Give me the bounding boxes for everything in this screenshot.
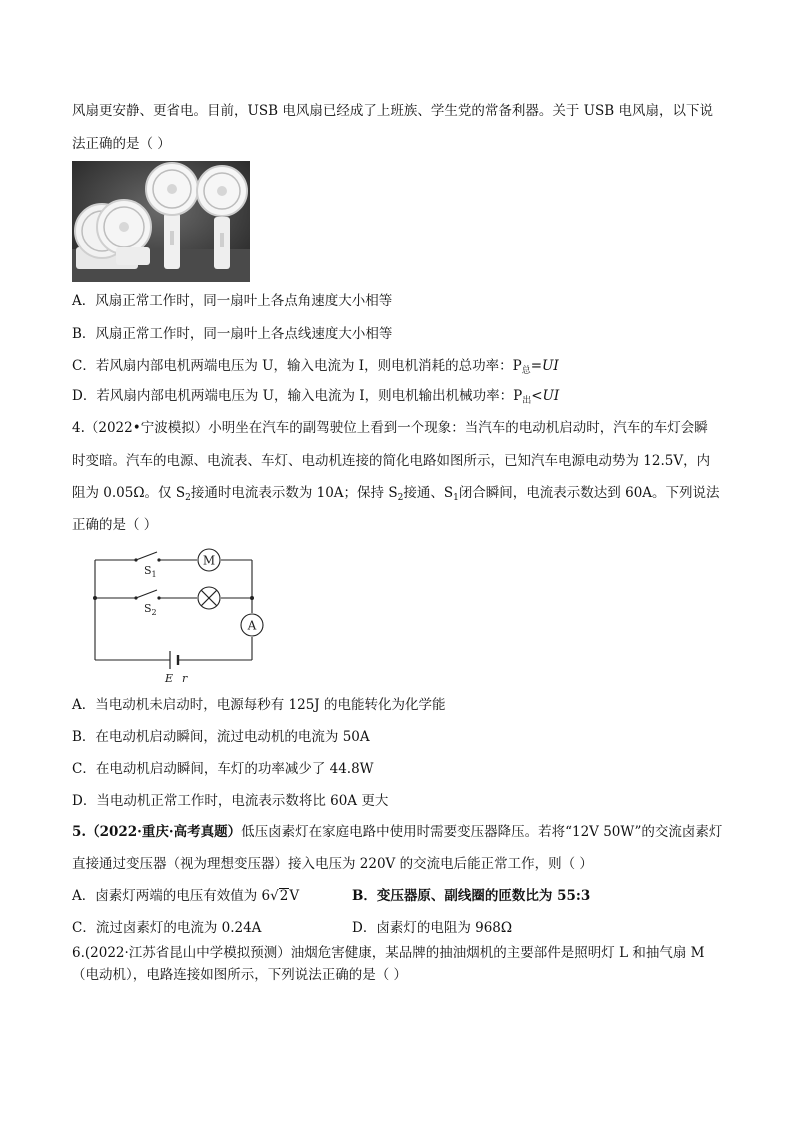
q4-line-3 xyxy=(72,484,720,502)
motor-label: M xyxy=(202,553,216,568)
option-c-text: C．若风扇内部电机两端电压为 U，输入电流为 I，则电机消耗的总功率：P xyxy=(72,358,522,374)
internal-resistance-label: r xyxy=(182,672,188,685)
circuit-diagram xyxy=(82,540,272,685)
q4-line-3-part-b: 接通时电流表示数为 10A；保持 S xyxy=(190,485,398,501)
ammeter-symbol xyxy=(241,614,263,636)
q5-option-c: C．流过卤素灯的电流为 0.24A xyxy=(72,920,262,936)
emf-label: E xyxy=(165,672,174,685)
junction-dot xyxy=(250,596,254,600)
q4-line-1: 4.（2022•宁波模拟）小明坐在汽车的副驾驶位上看到一个现象：当汽车的电动机启动时，汽车的车灯会瞬 xyxy=(72,420,708,436)
lamp-symbol xyxy=(198,587,220,609)
switch-s1-label: $S_1$ xyxy=(144,564,157,579)
q5-option-d: D．卤素灯的电阻为 968Ω xyxy=(352,920,513,936)
option-d-formula: <UI xyxy=(531,388,560,404)
option-c-formula: =UI xyxy=(530,358,559,374)
junction-dot xyxy=(93,596,97,600)
q5-option-a: A．卤素灯两端的电压有效值为 6√2V xyxy=(72,888,300,904)
option-d xyxy=(72,387,559,405)
switch-s2-label: $S_2$ xyxy=(144,602,157,617)
s1-subscript: 1 xyxy=(453,493,459,503)
q5-line-1 xyxy=(72,823,722,841)
option-a: A．风扇正常工作时，同一扇叶上各点角速度大小相等 xyxy=(72,293,393,309)
q4-line-3-part-c: 接通、S xyxy=(403,485,454,501)
q4-option-b: B．在电动机启动瞬间，流过电动机的电流为 50A xyxy=(72,729,370,745)
s2-subscript: 2 xyxy=(397,493,404,503)
motor-symbol xyxy=(198,549,220,571)
option-d-text: D．若风扇内部电机两端电压为 U，输入电流为 I，则电机输出机械功率：P xyxy=(72,388,523,404)
q5-line-1-text: 低压卤素灯在家庭电路中使用时需要变压器降压。若将“12V 50W”的交流卤素灯 xyxy=(241,824,723,840)
sqrt-radicand: 2 xyxy=(279,888,289,904)
option-b: B．风扇正常工作时，同一扇叶上各点线速度大小相等 xyxy=(72,326,393,342)
q4-line-3-part-d: 闭合瞬间，电流表示数达到 60A。下列说法 xyxy=(458,485,720,501)
question-intro-line-1: 风扇更安静、更省电。目前，USB 电风扇已经成了上班族、学生党的常备利器。关于 USB 电风扇，以下说 xyxy=(72,103,713,119)
q4-line-3-part-a: 阻为 0.05Ω。仅 S xyxy=(72,485,186,501)
q6-line-1: 6.(2022·江苏省昆山中学模拟预测）油烟危害健康，某品牌的抽油烟机的主要部件是照明灯 L 和抽气扇 M xyxy=(72,945,705,961)
battery-symbol xyxy=(170,651,178,669)
q5-option-a-text: A．卤素灯两端的电压有效值为 6 xyxy=(72,888,271,904)
q4-line-4: 正确的是（ ） xyxy=(72,517,158,533)
usb-fan-photo xyxy=(72,161,250,282)
option-c xyxy=(72,357,559,375)
q5-line-2: 直接通过变压器（视为理想变压器）接入电压为 220V 的交流电后能正常工作，则（ ） xyxy=(72,856,593,872)
q5-option-b: B．变压器原、副线圈的匝数比为 55:3 xyxy=(352,888,591,904)
q5-source: 5.（2022·重庆·高考真题） xyxy=(72,824,242,840)
q4-option-c: C．在电动机启动瞬间，车灯的功率减少了 44.8W xyxy=(72,761,374,777)
q4-option-a: A．当电动机未启动时，电源每秒有 125J 的电能转化为化学能 xyxy=(72,697,446,713)
q4-line-2: 时变暗。汽车的电源、电流表、车灯、电动机连接的简化电路如图所示，已知汽车电源电动势为 12.5V，内 xyxy=(72,453,711,469)
s2-subscript: 2 xyxy=(185,493,191,503)
q5-option-a-unit: V xyxy=(289,888,300,904)
option-d-subscript: 出 xyxy=(522,396,532,406)
option-c-subscript: 总 xyxy=(521,366,531,376)
q6-line-2: （电动机），电路连接如图所示，下列说法正确的是（ ） xyxy=(72,967,408,983)
question-intro-line-2: 法正确的是（ ） xyxy=(72,136,171,152)
q4-option-d: D．当电动机正常工作时，电流表示数将比 60A 更大 xyxy=(72,793,389,809)
ammeter-label: A xyxy=(247,618,257,633)
